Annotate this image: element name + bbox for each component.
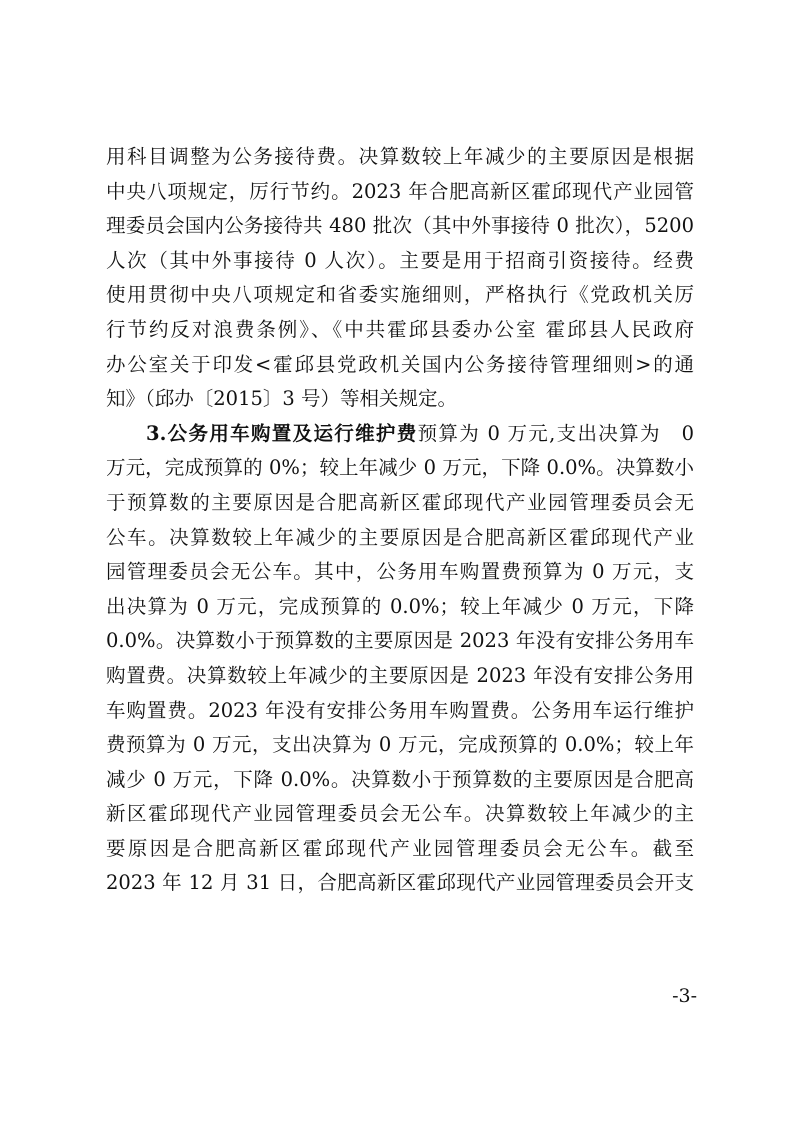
text-line: 知》（邱办〔2015〕3 号）等相关规定。 <box>106 387 457 411</box>
text-line: 使用贯彻中央八项规定和省委实施细则，严格执行《党政机关厉 <box>106 283 694 307</box>
page-number: -3- <box>672 985 697 1007</box>
text-line: 出决算为 0 万元，完成预算的 0.0%；较上年减少 0 万元，下降 <box>106 594 694 618</box>
text-line: 2023 年 12 月 31 日，合肥高新区霍邱现代产业园管理委员会开支 <box>106 871 694 895</box>
text-line: 办公室关于印发<霍邱县党政机关国内公务接待管理细则>的通 <box>106 352 694 376</box>
text-line: 0.0%。决算数小于预算数的主要原因是 2023 年没有安排公务用车 <box>106 629 694 653</box>
paragraph-first-line <box>106 417 694 452</box>
text-line: 万元，完成预算的 0%；较上年减少 0 万元，下降 0.0%。决算数小 <box>106 456 694 480</box>
text-line: 人次（其中外事接待 0 人次）。主要是用于招商引资接待。经费 <box>106 248 694 272</box>
text-run: 预算为 0 万元,支出决算为 0 <box>417 421 694 445</box>
text-line: 费预算为 0 万元，支出决算为 0 万元，完成预算的 0.0%；较上年 <box>106 733 694 757</box>
text-line: 用科目调整为公务接待费。决算数较上年减少的主要原因是根据 <box>106 145 694 168</box>
paragraph-vehicle <box>106 417 694 901</box>
text-line: 于预算数的主要原因是合肥高新区霍邱现代产业园管理委员会无 <box>106 490 694 514</box>
paragraph-reception <box>106 140 694 417</box>
text-line: 减少 0 万元，下降 0.0%。决算数小于预算数的主要原因是合肥高 <box>106 767 694 791</box>
text-line: 中央八项规定，厉行节约。2023 年合肥高新区霍邱现代产业园管 <box>106 179 694 203</box>
text-line: 要原因是合肥高新区霍邱现代产业园管理委员会无公车。截至 <box>106 836 694 860</box>
text-line: 新区霍邱现代产业园管理委员会无公车。决算数较上年减少的主 <box>106 802 694 826</box>
text-line: 车购置费。2023 年没有安排公务用车购置费。公务用车运行维护 <box>106 698 694 722</box>
text-line: 购置费。决算数较上年减少的主要原因是 2023 年没有安排公务用 <box>106 663 694 687</box>
section-heading: 3.公务用车购置及运行维护费 <box>146 421 418 445</box>
text-line: 理委员会国内公务接待共 480 批次（其中外事接待 0 批次），5200 <box>106 214 694 238</box>
text-line: 公车。决算数较上年减少的主要原因是合肥高新区霍邱现代产业 <box>106 525 694 549</box>
text-line: 行节约反对浪费条例》、《中共霍邱县委办公室 霍邱县人民政府 <box>106 317 694 341</box>
text-line: 园管理委员会无公车。其中，公务用车购置费预算为 0 万元，支 <box>106 560 694 584</box>
body-text <box>106 140 694 901</box>
